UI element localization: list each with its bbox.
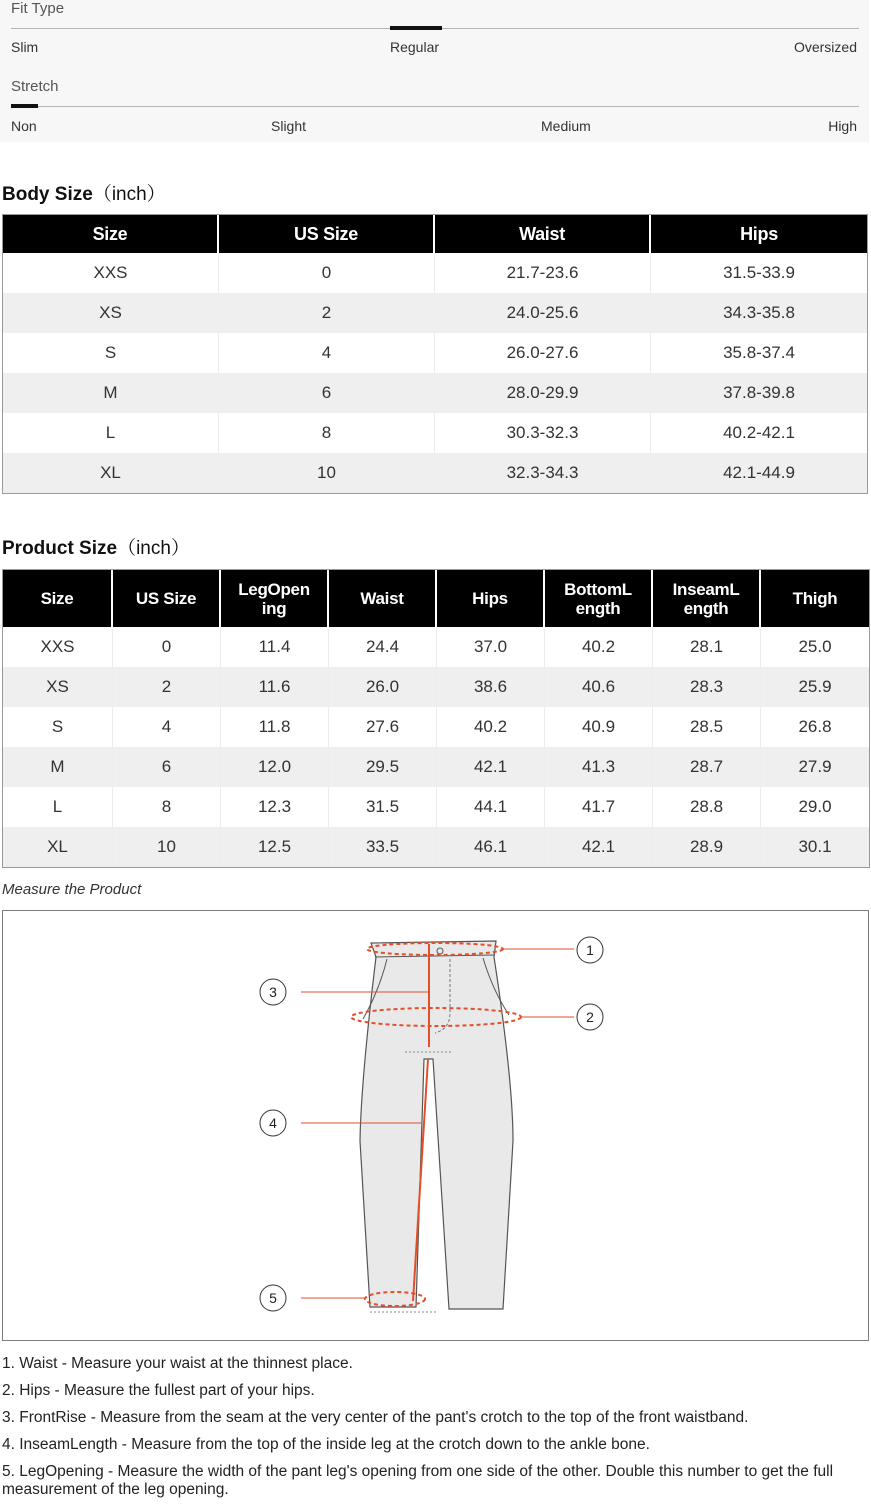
- column-header-text: BottomL: [564, 579, 632, 599]
- table-cell: 26.8: [761, 707, 869, 747]
- fit-type-marker: [390, 26, 442, 30]
- column-header-text: LegOpen: [238, 579, 310, 599]
- column-header: [329, 570, 437, 627]
- table-cell: 24.4: [329, 627, 437, 667]
- callout-1: [577, 937, 603, 963]
- table-cell: 27.9: [761, 747, 869, 787]
- table-cell: 2: [219, 293, 435, 333]
- callout-4: [260, 1110, 286, 1136]
- table-cell: XXS: [3, 627, 113, 667]
- table-cell: 31.5: [329, 787, 437, 827]
- table-cell: 2: [113, 667, 221, 707]
- table-cell: 28.9: [653, 827, 761, 867]
- table-cell: 25.9: [761, 667, 869, 707]
- table-row: [3, 667, 869, 707]
- product-size-table: [2, 569, 870, 868]
- table-cell: 11.4: [221, 627, 329, 667]
- body-size-heading: [2, 179, 166, 206]
- table-cell: 40.9: [545, 707, 653, 747]
- table-cell: 24.0-25.6: [435, 293, 651, 333]
- product-size-title: Product Size: [2, 538, 118, 559]
- table-cell: 40.2: [437, 707, 545, 747]
- table-row: [3, 413, 867, 453]
- table-cell: 12.0: [221, 747, 329, 787]
- table-cell: 40.6: [545, 667, 653, 707]
- stretch-label-slight: Slight: [271, 118, 307, 134]
- table-cell: 12.3: [221, 787, 329, 827]
- table-cell: 33.5: [329, 827, 437, 867]
- stretch-label-medium: Medium: [541, 118, 591, 134]
- table-cell: 27.6: [329, 707, 437, 747]
- table-row: [3, 827, 869, 867]
- svg-text:1: 1: [586, 942, 594, 958]
- column-header: [437, 570, 545, 627]
- table-cell: 11.8: [221, 707, 329, 747]
- table-cell: 34.3-35.8: [651, 293, 867, 333]
- table-cell: 42.1-44.9: [651, 453, 867, 493]
- note-leg-opening: 5. LegOpening - Measure the width of the pant leg's opening from one side of the other. Double this number to get the full measurement of the leg opening.: [2, 1463, 834, 1498]
- table-cell: 21.7-23.6: [435, 253, 651, 293]
- table-cell: XL: [3, 453, 219, 493]
- stretch-label-high: High: [828, 118, 857, 134]
- table-cell: 40.2-42.1: [651, 413, 867, 453]
- table-cell: 0: [219, 253, 435, 293]
- svg-text:3: 3: [269, 984, 277, 1000]
- product-size-heading: [2, 533, 190, 560]
- table-cell: 37.8-39.8: [651, 373, 867, 413]
- table-cell: 28.3: [653, 667, 761, 707]
- measurement-notes: [2, 1355, 858, 1509]
- table-cell: L: [3, 787, 113, 827]
- table-cell: 42.1: [437, 747, 545, 787]
- table-cell: 44.1: [437, 787, 545, 827]
- stretch-title: Stretch: [11, 78, 59, 95]
- table-row: [3, 253, 867, 293]
- table-cell: 12.5: [221, 827, 329, 867]
- table-cell: 6: [219, 373, 435, 413]
- callout-2: [577, 1004, 603, 1030]
- table-cell: 46.1: [437, 827, 545, 867]
- fit-label-oversized: Oversized: [793, 39, 857, 55]
- table-cell: 6: [113, 747, 221, 787]
- table-cell: M: [3, 747, 113, 787]
- table-row: [3, 747, 869, 787]
- column-header: [221, 570, 329, 627]
- table-cell: 11.6: [221, 667, 329, 707]
- column-header: [545, 570, 653, 627]
- column-header-text: Size: [40, 589, 74, 608]
- table-cell: 31.5-33.9: [651, 253, 867, 293]
- table-cell: 0: [113, 627, 221, 667]
- callout-5: [260, 1285, 286, 1311]
- measurement-diagram: [2, 910, 869, 1341]
- column-header-text: ength: [683, 598, 729, 618]
- body-size-title: Body Size: [2, 184, 93, 205]
- table-cell: 10: [219, 453, 435, 493]
- svg-text:4: 4: [269, 1115, 277, 1131]
- column-header: [113, 570, 221, 627]
- column-header-text: Hips: [472, 589, 508, 608]
- body-size-table: [2, 214, 868, 494]
- table-cell: 30.3-32.3: [435, 413, 651, 453]
- table-cell: XXS: [3, 253, 219, 293]
- table-cell: 30.1: [761, 827, 869, 867]
- table-cell: 41.7: [545, 787, 653, 827]
- table-cell: 8: [219, 413, 435, 453]
- table-cell: S: [3, 333, 219, 373]
- table-cell: 26.0-27.6: [435, 333, 651, 373]
- column-header-text: Waist: [360, 589, 404, 608]
- table-cell: XS: [3, 667, 113, 707]
- svg-text:2: 2: [586, 1009, 594, 1025]
- table-header-row: [3, 570, 869, 627]
- table-cell: XS: [3, 293, 219, 333]
- table-cell: 28.5: [653, 707, 761, 747]
- table-cell: M: [3, 373, 219, 413]
- fit-label-slim: Slim: [11, 39, 39, 55]
- column-header: [653, 570, 761, 627]
- fit-type-title: Fit Type: [11, 0, 65, 17]
- table-cell: 37.0: [437, 627, 545, 667]
- pants-outline: [360, 941, 513, 1309]
- table-cell: 28.8: [653, 787, 761, 827]
- table-row: [3, 293, 867, 333]
- table-row: [3, 333, 867, 373]
- column-header: Hips: [651, 215, 867, 253]
- table-cell: 28.7: [653, 747, 761, 787]
- table-cell: 4: [113, 707, 221, 747]
- column-header: US Size: [219, 215, 435, 253]
- table-cell: 28.1: [653, 627, 761, 667]
- column-header-text: ength: [575, 598, 621, 618]
- body-size-unit: （inch）: [92, 184, 166, 205]
- table-row: [3, 787, 869, 827]
- table-cell: 41.3: [545, 747, 653, 787]
- note-hips: 2. Hips - Measure the fullest part of your hips.: [2, 1382, 315, 1399]
- table-row: [3, 453, 867, 493]
- pants-diagram-svg: [3, 911, 868, 1340]
- column-header-text: Thigh: [792, 589, 838, 608]
- table-cell: 38.6: [437, 667, 545, 707]
- stretch-track: [11, 106, 859, 107]
- note-front-rise: 3. FrontRise - Measure from the seam at the very center of the pant's crotch to the top of the front waistband.: [2, 1409, 749, 1426]
- table-cell: 29.0: [761, 787, 869, 827]
- table-cell: 8: [113, 787, 221, 827]
- product-size-unit: （inch）: [117, 538, 190, 559]
- table-header-row: [3, 215, 867, 253]
- table-row: [3, 373, 867, 413]
- table-cell: 35.8-37.4: [651, 333, 867, 373]
- column-header: [3, 570, 113, 627]
- table-cell: 28.0-29.9: [435, 373, 651, 413]
- table-cell: 25.0: [761, 627, 869, 667]
- column-header-text: InseamL: [672, 579, 740, 599]
- table-cell: 4: [219, 333, 435, 373]
- fit-label-regular: Regular: [390, 39, 440, 55]
- column-header: Size: [3, 215, 219, 253]
- table-cell: 42.1: [545, 827, 653, 867]
- column-header: [761, 570, 869, 627]
- column-header-text: US Size: [135, 589, 197, 608]
- stretch-label-non: Non: [11, 118, 37, 134]
- column-header: Waist: [435, 215, 651, 253]
- table-row: [3, 627, 869, 667]
- stretch-marker: [11, 104, 38, 108]
- fit-stretch-panel: [0, 0, 869, 142]
- table-cell: 26.0: [329, 667, 437, 707]
- svg-text:5: 5: [269, 1290, 277, 1306]
- table-cell: S: [3, 707, 113, 747]
- table-cell: 32.3-34.3: [435, 453, 651, 493]
- table-cell: 40.2: [545, 627, 653, 667]
- note-waist: 1. Waist - Measure your waist at the thinnest place.: [2, 1355, 353, 1372]
- table-cell: 10: [113, 827, 221, 867]
- table-cell: 29.5: [329, 747, 437, 787]
- table-cell: L: [3, 413, 219, 453]
- column-header-text: ing: [261, 598, 287, 618]
- measure-caption: Measure the Product: [2, 881, 142, 898]
- note-inseam-length: 4. InseamLength - Measure from the top of the inside leg at the crotch down to the ankle bone.: [2, 1436, 650, 1453]
- callout-3: [260, 979, 286, 1005]
- table-row: [3, 707, 869, 747]
- table-cell: XL: [3, 827, 113, 867]
